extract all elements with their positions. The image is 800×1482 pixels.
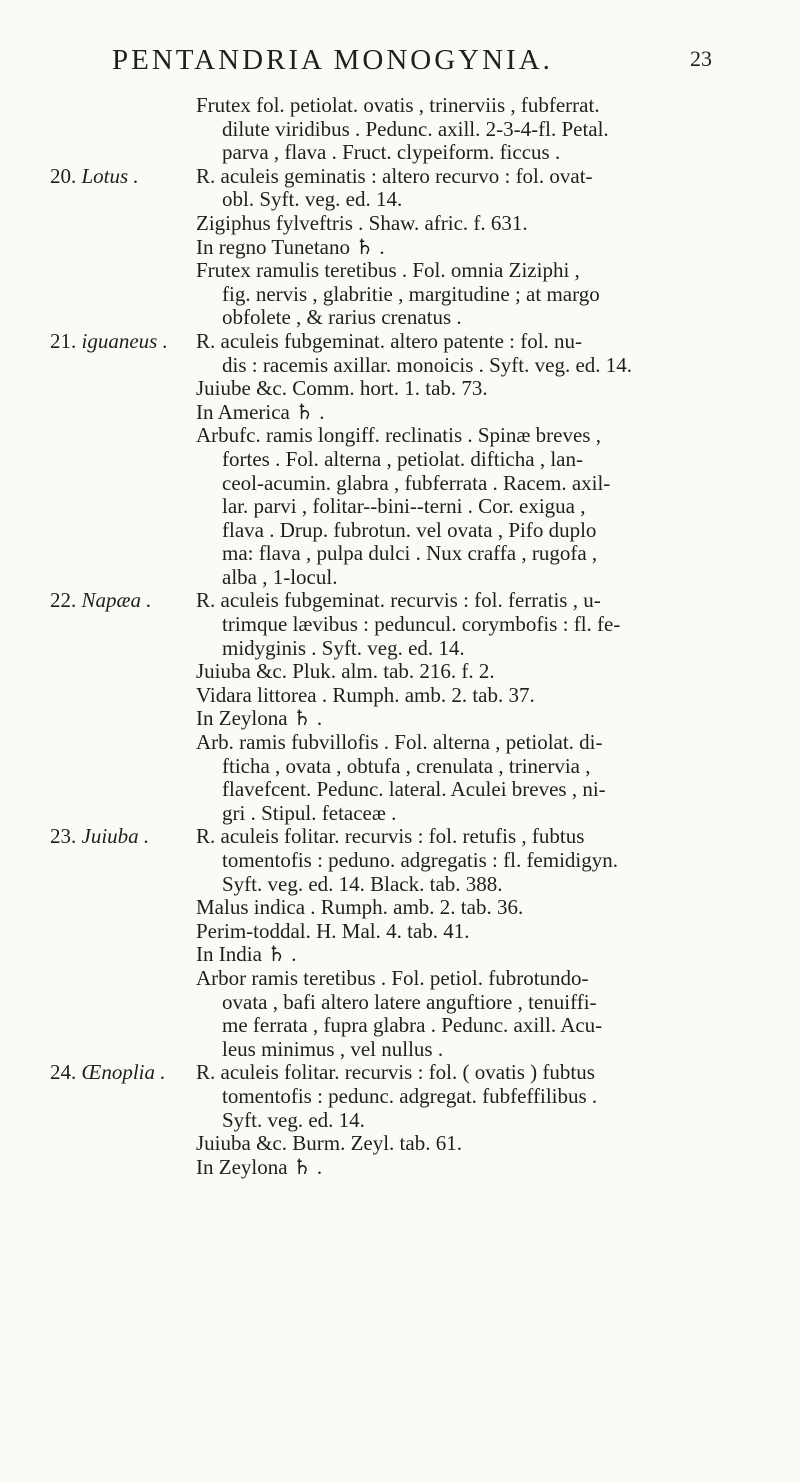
text-line: fortes . Fol. alterna , petiolat. difticha , lan- [222, 446, 583, 471]
text-line: R. aculeis fubgeminat. altero patente : fol. nu- [196, 328, 583, 353]
species-entry [0, 94, 800, 165]
text-line: fig. nervis , glabritie , margitudine ; at margo [222, 281, 600, 306]
entry-text [196, 825, 786, 1061]
species-number: 24. [50, 1060, 77, 1085]
text-line: In India ♄ . [196, 942, 297, 967]
species-entry [0, 165, 800, 330]
species-number: 22. [50, 588, 77, 613]
text-line: alba , 1-locul. [222, 564, 338, 589]
species-entry [0, 330, 800, 590]
text-line: parva , flava . Fruct. clypeiform. ficcus . [222, 140, 561, 165]
entry-text [196, 589, 786, 825]
text-line: R. aculeis folitar. recurvis : fol. ( ovatis ) fubtus [196, 1060, 595, 1085]
species-entries [0, 94, 800, 1179]
text-line: Arb. ramis fubvillofis . Fol. alterna , petiolat. di- [196, 730, 603, 755]
text-line: fticha , ovata , obtufa , crenulata , trinervia , [222, 753, 591, 778]
text-line: Juiuba &c. Pluk. alm. tab. 216. f. 2. [196, 659, 495, 684]
text-line: Juiube &c. Comm. hort. 1. tab. 73. [196, 376, 488, 401]
species-label [50, 165, 139, 189]
text-line: Arbor ramis teretibus . Fol. petiol. fubrotundo- [196, 965, 589, 990]
species-label [50, 1061, 166, 1085]
text-line: obfolete , & rarius crenatus . [222, 305, 462, 330]
text-line: R. aculeis folitar. recurvis : fol. retufis , fubtus [196, 824, 585, 849]
text-line: ceol-acumin. glabra , fubferrata . Racem. axil- [222, 470, 611, 495]
text-line: lar. parvi , folitar--bini--terni . Cor. exigua , [222, 494, 586, 519]
text-line: In regno Tunetano ♄ . [196, 234, 385, 259]
species-number: 21. [50, 328, 77, 353]
text-line: dis : racemis axillar. monoicis . Syft. veg. ed. 14. [222, 352, 633, 377]
species-number: 23. [50, 824, 77, 849]
text-line: Juiuba &c. Burm. Zeyl. tab. 61. [196, 1131, 462, 1156]
text-line: ovata , bafi altero latere anguftiore , tenuiffi- [222, 989, 597, 1014]
species-entry [0, 1061, 800, 1179]
text-line: Vidara littorea . Rumph. amb. 2. tab. 37. [196, 682, 535, 707]
text-line: gri . Stipul. fetaceæ . [222, 800, 397, 825]
text-line: In America ♄ . [196, 399, 325, 424]
text-line: flava . Drup. fubrotun. vel ovata , Pifo duplo [222, 517, 597, 542]
text-line: midyginis . Syft. veg. ed. 14. [222, 635, 465, 660]
species-name: iguaneus . [81, 328, 168, 353]
text-line: Frutex ramulis teretibus . Fol. omnia Ziziphi , [196, 258, 580, 283]
text-line: dilute viridibus . Pedunc. axill. 2-3-4-fl. Petal. [222, 116, 609, 141]
text-line: ma: flava , pulpa dulci . Nux craffa , rugofa , [222, 541, 598, 566]
text-line: tomentofis : peduno. adgregatis : fl. femidigyn. [222, 848, 619, 872]
entry-text [196, 330, 786, 590]
text-line: Frutex fol. petiolat. ovatis , trinerviis , fubferrat. [196, 93, 600, 117]
entry-text [196, 1061, 786, 1179]
species-name: Œnoplia . [81, 1060, 166, 1085]
text-line: Malus indica . Rumph. amb. 2. tab. 36. [196, 895, 524, 920]
species-name: Napæa . [81, 588, 152, 613]
text-line: R. aculeis geminatis : altero recurvo : fol. ovat- [196, 163, 593, 188]
text-line: trimque lævibus : peduncul. corymbofis : fl. fe- [222, 612, 621, 637]
text-line: leus minimus , vel nullus . [222, 1036, 444, 1061]
species-name: Lotus . [81, 163, 139, 188]
text-line: Zigiphus fylveftris . Shaw. afric. f. 631. [196, 210, 528, 235]
text-line: Perim-toddal. H. Mal. 4. tab. 41. [196, 918, 470, 943]
species-label [50, 330, 168, 354]
entry-text [196, 165, 786, 330]
text-line: In Zeylona ♄ . [196, 706, 323, 731]
text-line: Syft. veg. ed. 14. Black. tab. 388. [222, 871, 503, 896]
entry-text [196, 94, 786, 165]
text-line: Syft. veg. ed. 14. [222, 1107, 365, 1132]
text-line: R. aculeis fubgeminat. recurvis : fol. ferratis , u- [196, 588, 601, 613]
text-line: tomentofis : pedunc. adgregat. fubfeffilibus . [222, 1083, 598, 1108]
page-number: 23 [690, 46, 712, 71]
running-header [112, 44, 712, 84]
species-entry [0, 825, 800, 1061]
species-label [50, 825, 149, 849]
text-line: obl. Syft. veg. ed. 14. [222, 187, 403, 212]
text-line: Arbufc. ramis longiff. reclinatis . Spinæ breves , [196, 423, 601, 448]
header-title: PENTANDRIA MONOGYNIA. [112, 44, 553, 76]
text-line: In Zeylona ♄ . [196, 1154, 323, 1179]
species-entry [0, 589, 800, 825]
species-name: Juiuba . [81, 824, 150, 849]
text-line: me ferrata , fupra glabra . Pedunc. axill. Acu- [222, 1013, 603, 1038]
species-label [50, 589, 152, 613]
text-line: flavefcent. Pedunc. lateral. Aculei breves , ni- [222, 777, 606, 802]
species-number: 20. [50, 163, 77, 188]
